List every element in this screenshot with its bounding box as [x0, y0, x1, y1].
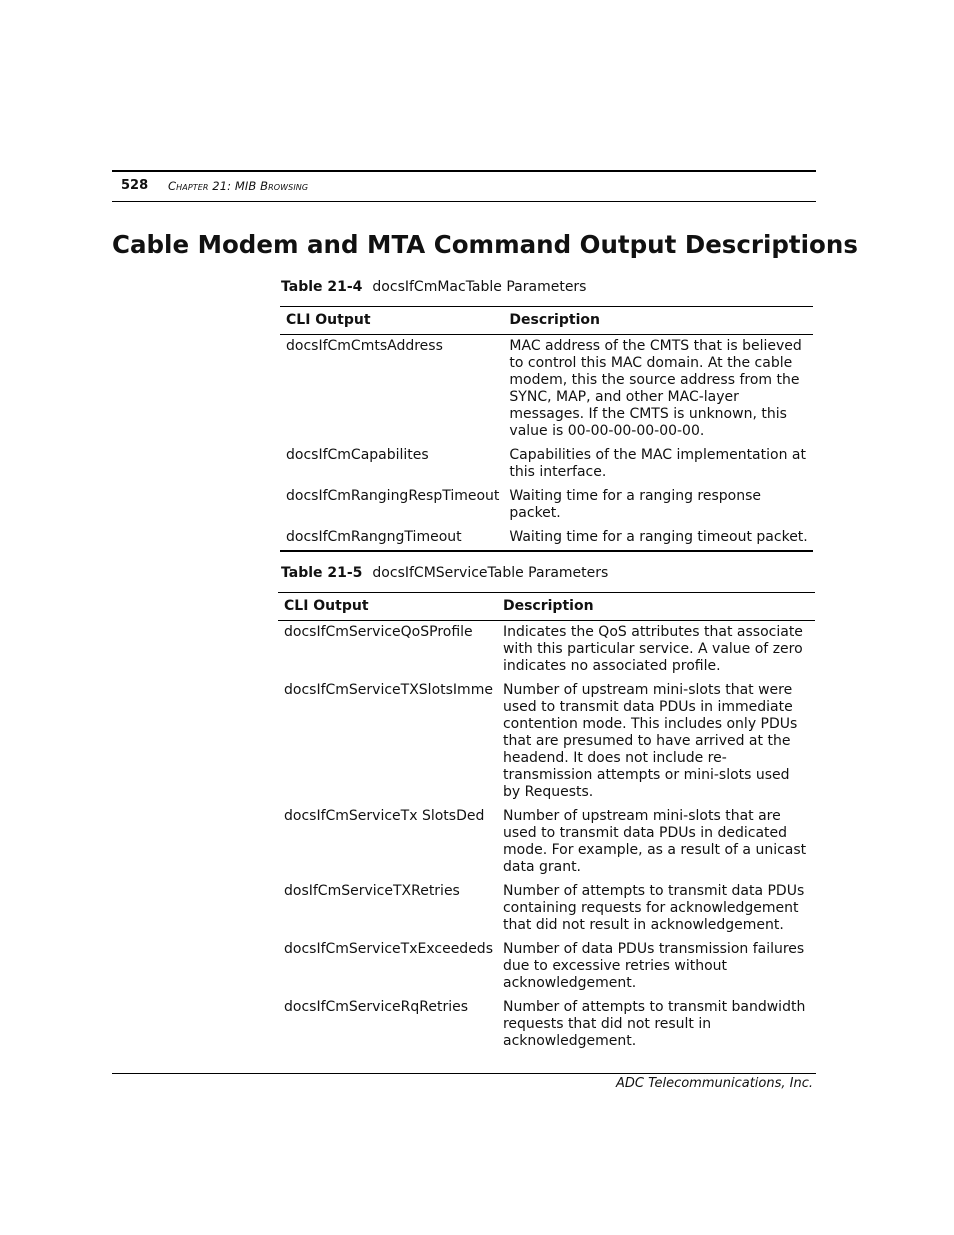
table-row: [278, 621, 815, 680]
column-header-cli-output: CLI Output: [280, 307, 503, 335]
chapter-title: Chapter 21: MIB Browsing: [168, 179, 309, 193]
table-caption-21-5: [281, 565, 608, 581]
table-row: [280, 526, 813, 551]
mac-table: [280, 306, 813, 552]
cli-output-cell: docsIfCmCmtsAddress: [286, 338, 443, 354]
description-cell: Indicates the QoS attributes that associate with this particular service. A value of zero indicates no associated profile.: [502, 624, 803, 674]
description-cell: Number of upstream mini-slots that were used to transmit data PDUs in immediate contention mode. This includes only PDUs that are presumed to have arrived at the headend. It does not include re-transmission attempts or mini-slots used by Requests.: [502, 682, 798, 800]
table-label: Table 21-4: [281, 279, 363, 295]
header-rule-bottom: [112, 201, 816, 202]
section-title: Cable Modem and MTA Command Output Descriptions: [112, 230, 858, 259]
table-caption-text: docsIfCMServiceTable Parameters: [372, 565, 609, 581]
table-caption-21-4: [281, 279, 586, 295]
description-cell: Number of attempts to transmit bandwidth requests that did not result in acknowledgement.: [502, 999, 806, 1049]
footer-rule: [112, 1073, 816, 1074]
description-cell: Waiting time for a ranging timeout packet.: [503, 526, 813, 551]
cli-output-cell: docsIfCmServiceTXSlotsImme: [284, 682, 493, 698]
table-row: [278, 805, 815, 880]
table-row: [280, 485, 813, 526]
table-caption-text: docsIfCmMacTable Parameters: [372, 279, 587, 295]
column-header-description: Description: [503, 307, 813, 335]
table-row: [278, 996, 815, 1054]
description-cell: Number of attempts to transmit data PDUs containing requests for acknowledgement that did not result in acknowledgement.: [502, 883, 805, 933]
cli-output-cell: docsIfCmServiceTxExceededs: [284, 941, 493, 957]
cli-output-cell: docsIfCmRangngTimeout: [280, 526, 503, 551]
table-row: [280, 335, 813, 445]
service-table: [278, 592, 815, 1054]
cli-output-cell: docsIfCmServiceRqRetries: [284, 999, 469, 1015]
column-header-cli-output: CLI Output: [278, 593, 497, 621]
cli-output-cell: docsIfCmServiceQoSProfile: [284, 624, 473, 640]
table-row: [278, 938, 815, 996]
description-cell: Waiting time for a ranging response packet.: [509, 488, 762, 521]
column-header-description: Description: [497, 593, 815, 621]
table-header-row: [278, 593, 815, 621]
description-cell: Number of upstream mini-slots that are used to transmit data PDUs in dedicated mode. For example, as a result of a unicast data grant.: [502, 808, 807, 875]
cli-output-cell: dosIfCmServiceTXRetries: [284, 883, 460, 899]
description-cell: Capabilities of the MAC implementation at this interface.: [509, 447, 806, 480]
description-cell: MAC address of the CMTS that is believed to control this MAC domain. At the cable modem, this the source address from the SYNC, MAP, and other MAC-layer messages. If the CMTS is unknown, this value is 00-00-00-00-00-00.: [509, 338, 802, 439]
cli-output-cell: docsIfCmServiceTx SlotsDed: [284, 808, 485, 824]
description-cell: Number of data PDUs transmission failures due to excessive retries without acknowledgement.: [502, 941, 805, 991]
table-row: [278, 679, 815, 805]
table-row: [280, 444, 813, 485]
cli-output-cell: docsIfCmCapabilites: [286, 447, 429, 463]
table-label: Table 21-5: [281, 565, 363, 581]
cli-output-cell: docsIfCmRangingRespTimeout: [286, 488, 500, 504]
footer-company: ADC Telecommunications, Inc.: [616, 1076, 813, 1091]
header-rule-top: [112, 170, 816, 172]
table-header-row: [280, 307, 813, 335]
page-number: 528: [121, 178, 149, 193]
table-row: [278, 880, 815, 938]
